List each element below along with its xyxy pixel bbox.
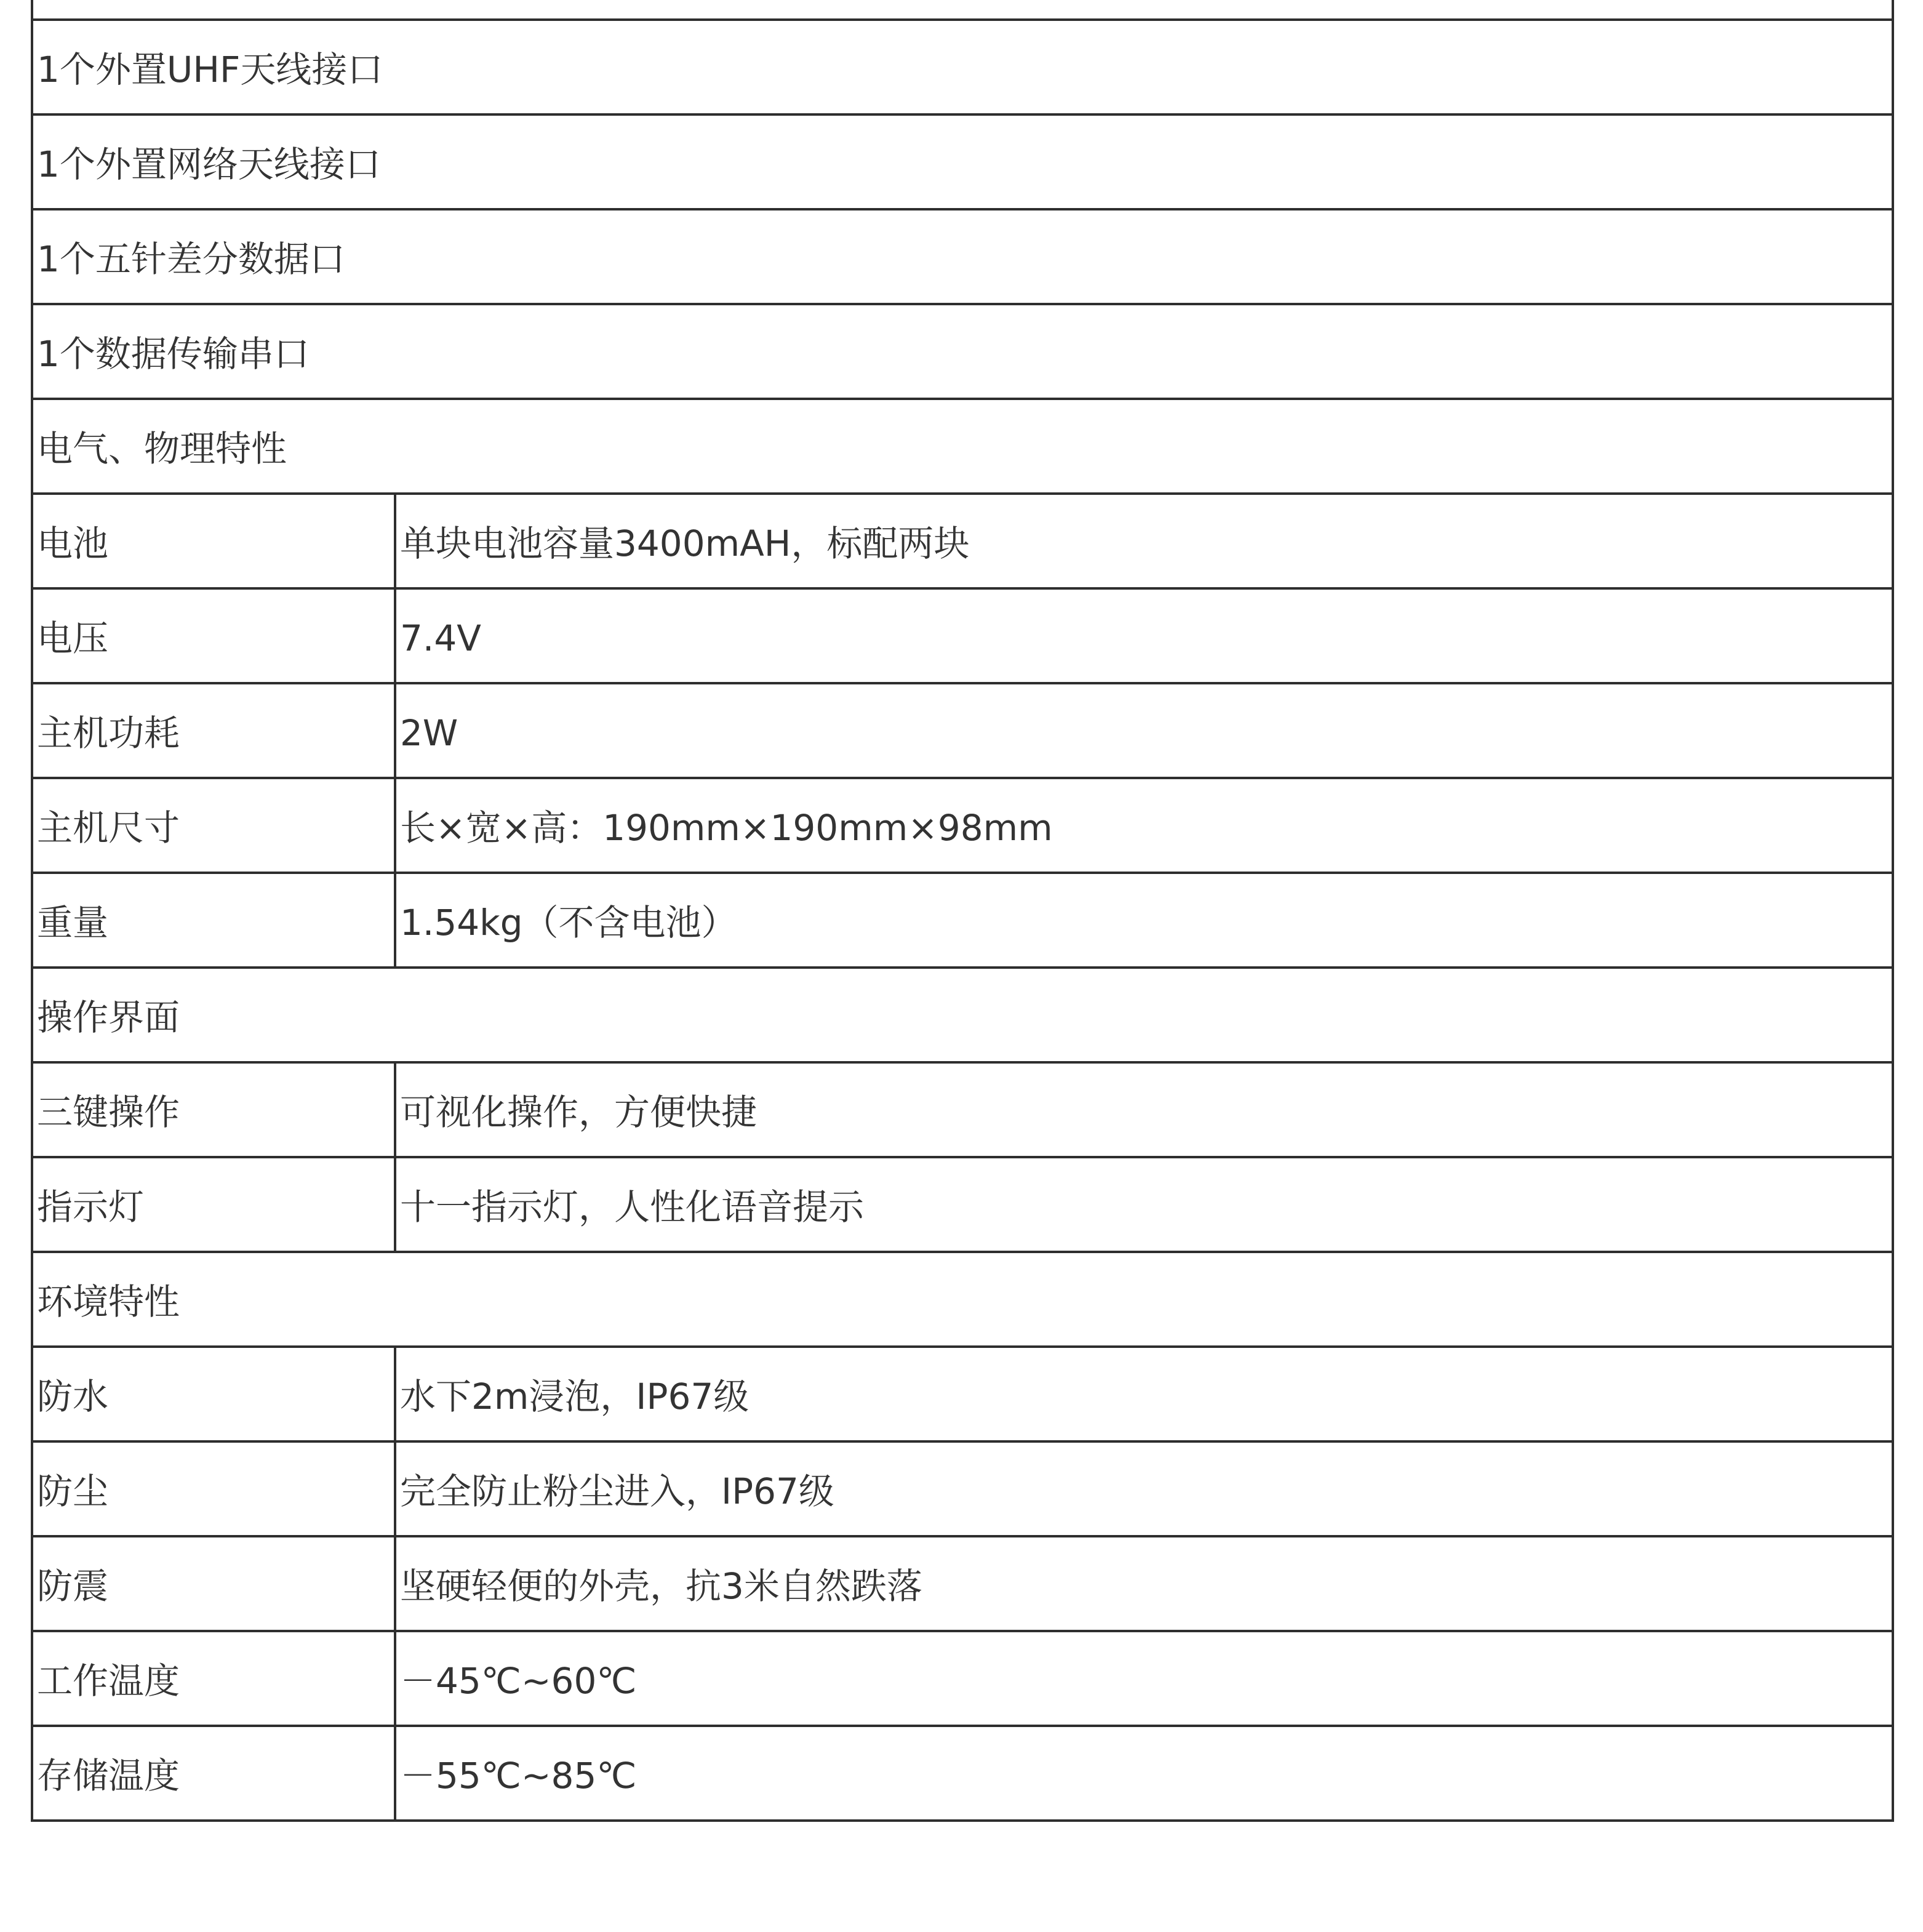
table-row-battery: [32, 494, 1893, 588]
table-row-waterproof: [32, 1347, 1893, 1441]
spec-label: 指示灯: [32, 1157, 395, 1252]
section-heading: 环境特性: [32, 1252, 1893, 1347]
spec-value: 长×宽×高：190mm×190mm×98mm: [395, 778, 1893, 873]
table-row-uhf-antenna-port: [32, 20, 1893, 114]
spec-value: －55℃~85℃: [395, 1726, 1893, 1821]
table-row-dustproof: [32, 1441, 1893, 1536]
section-cell: 1个数据传输串口: [32, 304, 1893, 399]
spec-label: 重量: [32, 873, 395, 968]
section-header-environment: [32, 1252, 1893, 1347]
table-row-five-pin-port: [32, 209, 1893, 304]
section-header-electrical: [32, 399, 1893, 494]
section-heading: 操作界面: [32, 968, 1893, 1062]
table-row-weight: [32, 873, 1893, 968]
spec-value: 十一指示灯，人性化语音提示: [395, 1157, 1893, 1252]
spec-label: 电压: [32, 588, 395, 683]
table-row-indicator: [32, 1157, 1893, 1252]
spec-label: 三键操作: [32, 1062, 395, 1157]
spec-value: 水下2m浸泡，IP67级: [395, 1347, 1893, 1441]
spec-value: 完全防止粉尘进入，IP67级: [395, 1441, 1893, 1536]
section-cell: 1个外置UHF天线接口: [32, 20, 1893, 114]
table-row-shockproof: [32, 1536, 1893, 1631]
table-row-dimensions: [32, 778, 1893, 873]
table-row-power-consumption: [32, 683, 1893, 778]
table-row-storage-temp: [32, 1726, 1893, 1821]
section-heading: 电气、物理特性: [32, 399, 1893, 494]
spec-label: 主机尺寸: [32, 778, 395, 873]
spec-label: 防尘: [32, 1441, 395, 1536]
spec-label: 存储温度: [32, 1726, 395, 1821]
spec-value: 2W: [395, 683, 1893, 778]
spec-table: [31, 0, 1894, 1822]
table-row-partial-top: [32, 0, 1893, 20]
section-header-interface: [32, 968, 1893, 1062]
spec-label: 电池: [32, 494, 395, 588]
spec-value: 坚硬轻便的外壳，抗3米自然跌落: [395, 1536, 1893, 1631]
table-row-network-antenna-port: [32, 114, 1893, 209]
spec-label: 工作温度: [32, 1631, 395, 1726]
table-row-operating-temp: [32, 1631, 1893, 1726]
spec-label: 主机功耗: [32, 683, 395, 778]
section-cell: 1个五针差分数据口: [32, 209, 1893, 304]
table-cell-empty: [32, 0, 1893, 20]
spec-value: 7.4V: [395, 588, 1893, 683]
spec-label: 防水: [32, 1347, 395, 1441]
table-row-three-key: [32, 1062, 1893, 1157]
spec-value: 可视化操作，方便快捷: [395, 1062, 1893, 1157]
section-cell: 1个外置网络天线接口: [32, 114, 1893, 209]
table-row-voltage: [32, 588, 1893, 683]
table-row-serial-port: [32, 304, 1893, 399]
spec-label: 防震: [32, 1536, 395, 1631]
spec-value: 1.54kg（不含电池）: [395, 873, 1893, 968]
spec-value: －45℃~60℃: [395, 1631, 1893, 1726]
spec-value: 单块电池容量3400mAH，标配两块: [395, 494, 1893, 588]
